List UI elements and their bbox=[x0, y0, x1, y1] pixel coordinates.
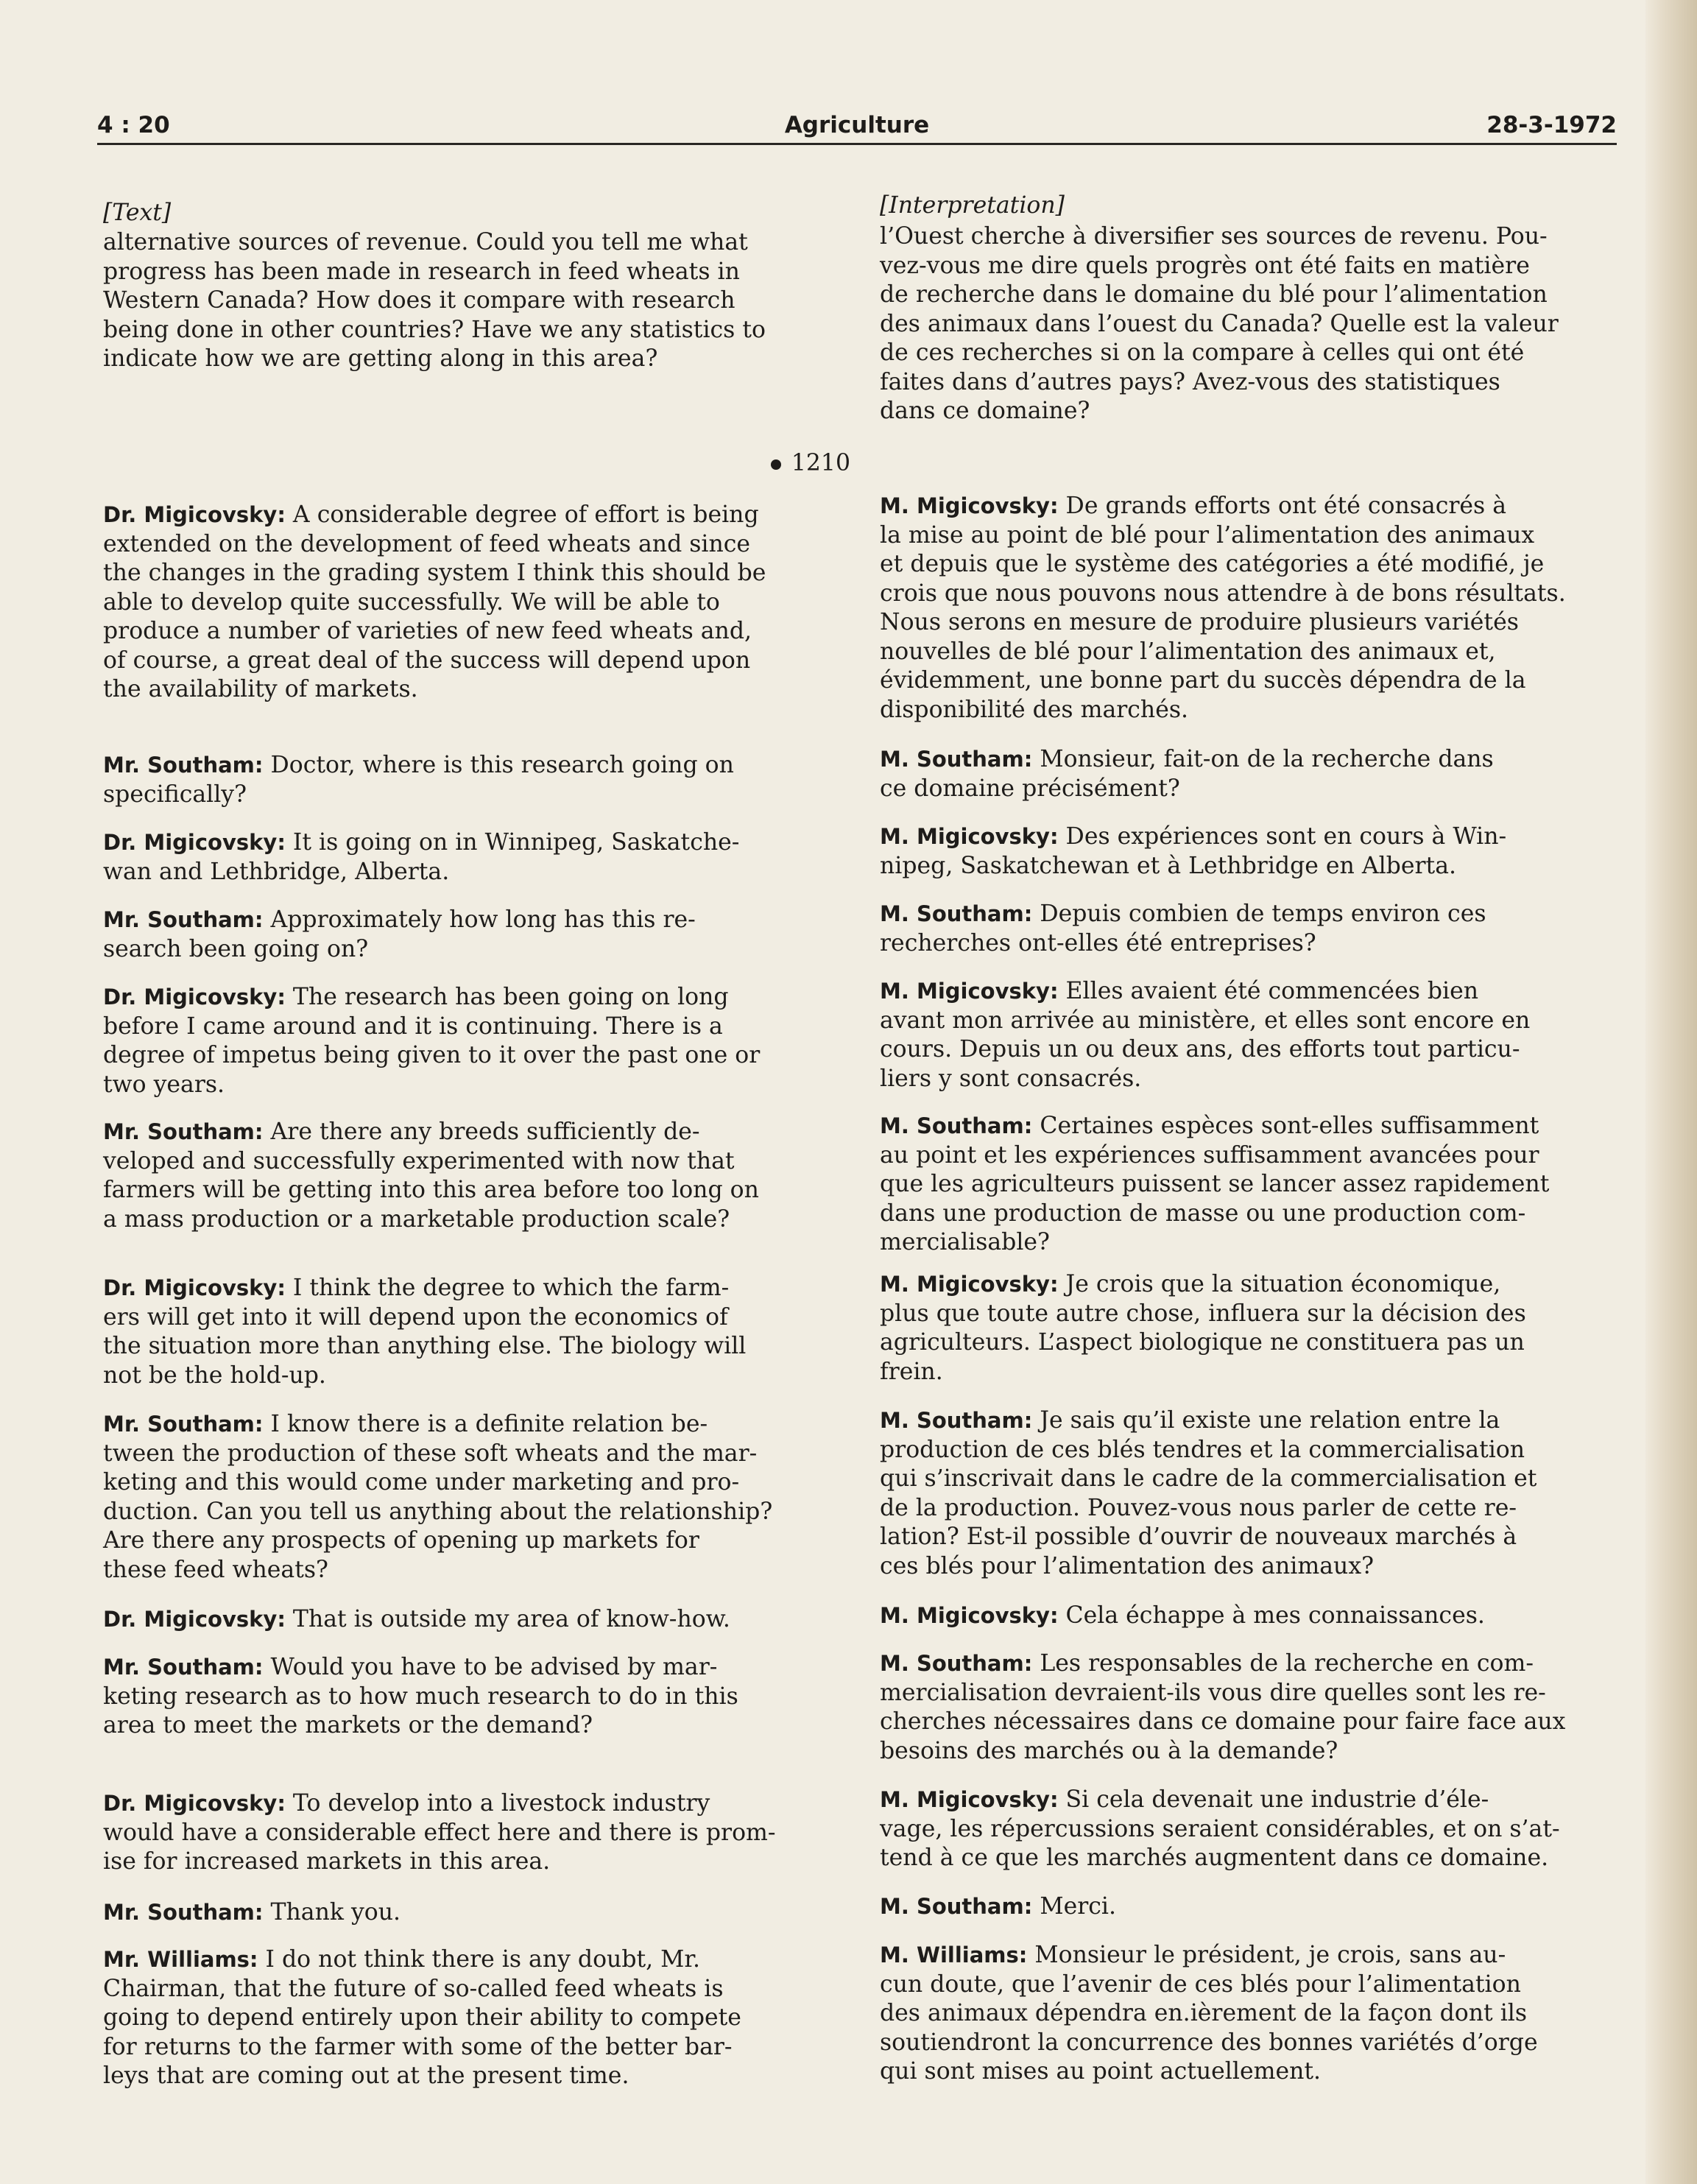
paragraph: M. Migicovsky: Elles avaient été commencées bien avant mon arrivée au ministère, et elles sont encore en cours. Depuis un ou deux ans, des efforts tout particu- liers y sont consacrés. bbox=[880, 978, 1531, 1092]
paragraph: Mr. Southam: Approximately how long has this re- search been going on? bbox=[103, 906, 696, 962]
paragraph: M. Southam: Merci. bbox=[880, 1893, 1117, 1920]
paragraph: Dr. Migicovsky: It is going on in Winnipeg, Saskatche- wan and Lethbridge, Alberta. bbox=[103, 829, 740, 885]
paragraph: M. Southam: Je sais qu’il existe une relation entre la production de ces blés tendres et la commercialisation qui s’inscrivait dans le cadre de la commercialisation et de la production. Pouvez-vous nous parler de cette re- lation? Est-il possible d’ouvrir de nouveaux marchés à ces blés pour l’alimentation des animaux? bbox=[880, 1407, 1537, 1579]
english-section-label: [Text] bbox=[103, 200, 172, 226]
paragraph: Mr. Southam: Would you have to be advised by mar- keting research as to how much research to do in this area to meet the markets or the demand? bbox=[103, 1654, 738, 1739]
french-intro: l’Ouest cherche à diversifier ses sources de revenu. Pou- vez-vous me dire quels progrès ont été faits en matière de recherche dans le domaine du blé pour l’alimentation des animaux dans l’ouest du Canada? Quelle est la valeur de ces recherches si on la compare à celles qui ont été faites dans d’autres pays? Avez-vous des statistiques dans ce domaine? bbox=[880, 223, 1559, 424]
paragraph: Dr. Migicovsky: I think the degree to which the farm- ers will get into it will depend upon the economics of the situation more than anything else. The biology will not be the hold-up. bbox=[103, 1275, 747, 1389]
paragraph: M. Migicovsky: Si cela devenait une industrie d’éle- vage, les répercussions seraient considérables, et on s’at- tend à ce que les marchés augmentent dans ce domaine. bbox=[880, 1786, 1560, 1871]
paragraph: Dr. Migicovsky: To develop into a livestock industry would have a considerable effect here and there is prom- ise for increased markets in this area. bbox=[103, 1790, 776, 1875]
paragraph: Dr. Migicovsky: That is outside my area of know-how. bbox=[103, 1606, 730, 1632]
paragraph: Mr. Southam: Doctor, where is this research going on specifically? bbox=[103, 752, 734, 808]
paragraph: M. Southam: Certaines espèces sont-elles suffisamment au point et les expériences suffisamment avancées pour que les agriculteurs puissent se lancer assez rapidement dans une production de masse ou une production com- mercialisable? bbox=[880, 1113, 1550, 1255]
paragraph: M. Williams: Monsieur le président, je crois, sans au- cun doute, que l’avenir de ces blés pour l’alimentation des animaux dépendra en.ièrement de la façon dont ils soutiendront la concurrence des bonnes variétés d’orge qui sont mises au point actuellement. bbox=[880, 1942, 1538, 2085]
bullet-icon bbox=[771, 459, 781, 470]
paragraph: Mr. Southam: Thank you. bbox=[103, 1899, 401, 1926]
book-spine-shadow bbox=[1645, 0, 1697, 2184]
page-number: 4 : 20 bbox=[97, 112, 170, 138]
paragraph: Mr. Southam: I know there is a definite relation be- tween the production of these soft wheats and the mar- keting and this would come under marketing and pro- duction. Can you tell us anything about the relationship? Are there any prospects of opening up markets for these feed wheats? bbox=[103, 1411, 773, 1583]
paragraph: M. Migicovsky: Cela échappe à mes connaissances. bbox=[880, 1602, 1485, 1629]
paragraph: M. Migicovsky: Des expériences sont en cours à Win- nipeg, Saskatchewan et à Lethbridge en Alberta. bbox=[880, 823, 1507, 879]
running-title: Agriculture bbox=[784, 112, 930, 138]
paragraph: Dr. Migicovsky: A considerable degree of effort is being extended on the development of feed wheats and since the changes in the grading system I think this should be able to develop quite successfully. We will be able to produce a number of varieties of new feed wheats and, of course, a great deal of the success will depend upon the availability of markets. bbox=[103, 501, 766, 702]
paragraph: M. Southam: Les responsables de la recherche en com- mercialisation devraient-ils vous dire quelles sont les re- cherches nécessaires dans ce domaine pour faire face aux besoins des marchés ou à la demande? bbox=[880, 1650, 1566, 1764]
paragraph: M. Migicovsky: De grands efforts ont été consacrés à la mise au point de blé pour l’alimentation des animaux et depuis que le système des catégories a été modifié, je crois que nous pouvons nous attendre à de bons résultats. Nous serons en mesure de produire plusieurs variétés nouvelles de blé pour l’alimentation des animaux et, évidemment, une bonne part du succès dépendra de la disponibilité des marchés. bbox=[880, 493, 1566, 723]
paragraph: Mr. Williams: I do not think there is any doubt, Mr. Chairman, that the future of so-called feed wheats is going to depend entirely upon their ability to compete for returns to the farmer with some of the better bar- leys that are coming out at the present time. bbox=[103, 1946, 741, 2089]
time-marker: 1210 bbox=[103, 449, 850, 479]
paragraph: Mr. Southam: Are there any breeds sufficiently de- veloped and successfully experimented with now that farmers will be getting into this area before too long on a mass production or a marketable production scale? bbox=[103, 1119, 759, 1233]
paragraph: M. Migicovsky: Je crois que la situation économique, plus que toute autre chose, influera sur la décision des agriculteurs. L’aspect biologique ne constituera pas un frein. bbox=[880, 1271, 1526, 1385]
paragraph: M. Southam: Monsieur, fait-on de la recherche dans ce domaine précisément? bbox=[880, 746, 1494, 802]
english-intro: alternative sources of revenue. Could you tell me what progress has been made in research in feed wheats in Western Canada? How does it compare with research being done in other countries? Have we any statistics to indicate how we are getting along in this area? bbox=[103, 229, 766, 372]
paragraph: M. Southam: Depuis combien de temps environ ces recherches ont-elles été entreprises? bbox=[880, 901, 1486, 957]
header-date: 28-3-1972 bbox=[1486, 112, 1617, 138]
page-header bbox=[97, 103, 1617, 145]
paragraph: Dr. Migicovsky: The research has been going on long before I came around and it is continuing. There is a degree of impetus being given to it over the past one or two years. bbox=[103, 984, 761, 1098]
french-section-label: [Interpretation] bbox=[880, 192, 1065, 219]
